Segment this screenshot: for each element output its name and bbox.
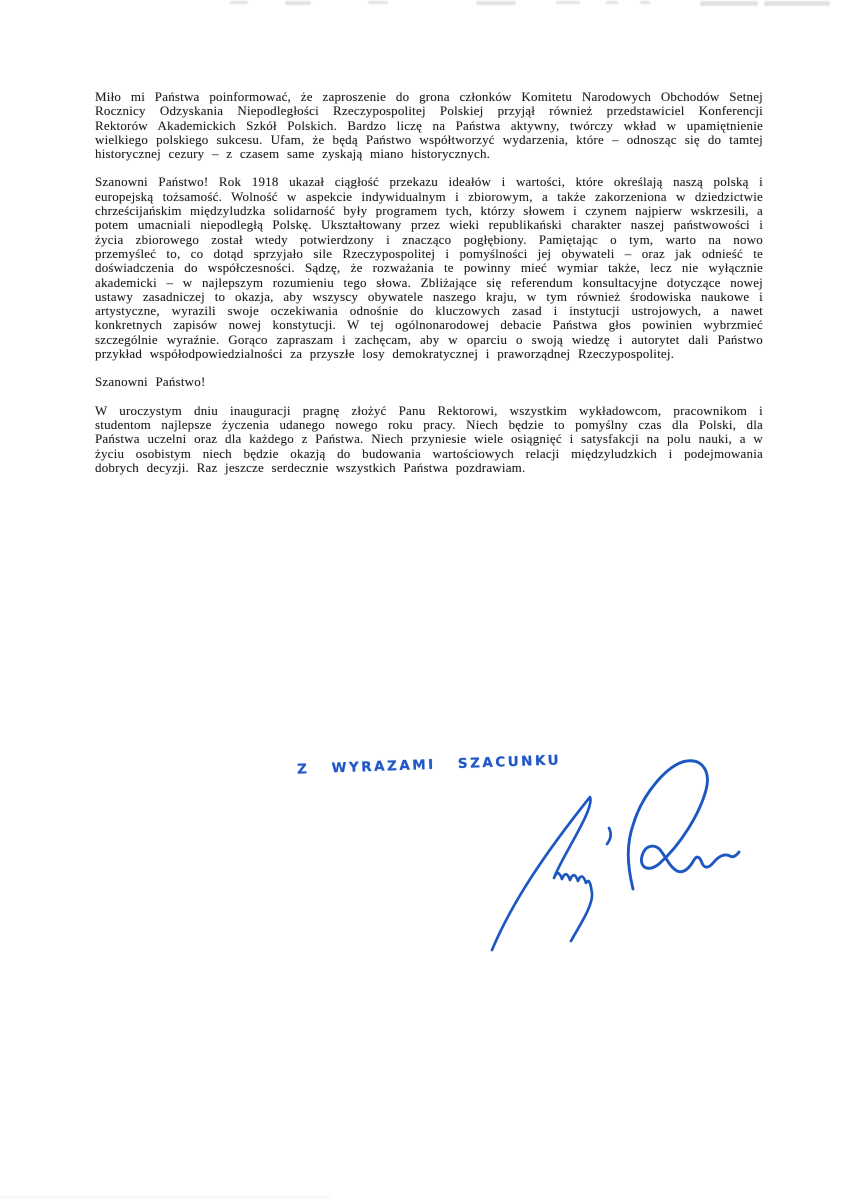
signature-autograph — [478, 746, 758, 971]
scan-artifact-mark — [700, 1, 758, 6]
signature-stroke-surname — [628, 761, 739, 889]
signature-stroke-first-name — [492, 797, 592, 950]
scan-artifact-mark — [476, 1, 516, 5]
scan-artifact-mark — [230, 1, 248, 4]
paragraph-wishes: W uroczystym dniu inauguracji pragnę złożyć Panu Rektorowi, wszystkim wykładowcom, pracownikom i studentom najlepsze życzenia udanego nowego roku pracy. Niech będzie to pomyślny czas dla Polski, dla Państwa uczelni oraz dla każdego z Państwa. Niech przyniesie wiele osiągnięć i satysfakcji na polu nauki, a w życiu osobistym niech będzie okazją do budowania wartościowych relacji międzyludzkich i podejmowania dobrych decyzji. Raz jeszcze serdecznie wszystkich Państwa pozdrawiam. — [95, 402, 763, 475]
scan-artifact-mark — [640, 1, 650, 4]
scan-artifact-top-edge — [0, 0, 848, 8]
letter-body — [95, 90, 763, 475]
scan-artifact-mark — [606, 1, 618, 4]
signature-stroke-tick — [607, 828, 611, 844]
paragraph-salutation: Szanowni Państwo! — [95, 374, 206, 390]
scan-artifact-mark — [285, 1, 311, 5]
handwritten-closing-phrase: Z WYRAZAMI SZACUNKU — [296, 752, 562, 778]
scan-artifact-mark — [764, 1, 830, 6]
paragraph-main: Szanowni Państwo! Rok 1918 ukazał ciągłość przekazu ideałów i wartości, które określają naszą polską i europejską tożsamość. Wolność w aspekcie indywidualnym i zbiorowym, a także zakorzeniona w dziedzictwie chrześcijańskim międzyludzka solidarność były programem tych, którzy słowem i czynem najpierw wskrzesili, a potem umacniali niepodległą Polskę. Ukształtowany przez wieki republikański charakter naszej państwowości i życia zbiorowego został wtedy potwierdzony i znacząco pogłębiony. Pamiętając o tym, warto na nowo przemyśleć to, co dotąd sprzyjało sile Rzeczypospolitej i pomyślności jej obywateli – oraz jak odnieść te doświadczenia do współczesności. Sądzę, że rozważania te powinny mieć wymiar także, lecz nie wyłącznie akademicki – w najlepszym rozumieniu tego słowa. Zbliżające się referendum konsultacyjne dotyczące nowej ustawy zasadniczej to okazja, aby wszyscy obywatele naszego kraju, w tym również środowiska naukowe i artystyczne, wyrazili swoje oczekiwania odnośnie do kluczowych zasad i instytucji ustrojowych, a nawet konkretnych zapisów nowej konstytucji. W tej ogólnonarodowej debacie Państwa głos powinien wybrzmieć szczególnie wyraźnie. Gorąco zapraszam i zachęcam, aby w oparciu o swoją wiedzę i autorytet dali Państwo przykład współodpowiedzialności za przyszłe losy demokratycznej i praworządnej Rzeczypospolitej. — [95, 174, 763, 362]
scan-artifact-mark — [368, 1, 388, 4]
scan-artifact-bottom-edge — [0, 1196, 330, 1198]
scan-artifact-mark — [556, 1, 580, 4]
paragraph-intro: Miło mi Państwa poinformować, że zaproszenie do grona członków Komitetu Narodowych Obchodów Setnej Rocznicy Odzyskania Niepodległości Rzeczypospolitej Polskiej przyjął również przedstawiciel Konferencji Rektorów Akademickich Szkół Polskich. Bardzo liczę na Państwa aktywny, twórczy wkład w upamiętnienie wielkiego polskiego sukcesu. Ufam, że będą Państwo współtworzyć wydarzenia, które – odnosząc się do tamtej historycznej cezury – z czasem same zyskają miano historycznych. — [95, 89, 763, 162]
